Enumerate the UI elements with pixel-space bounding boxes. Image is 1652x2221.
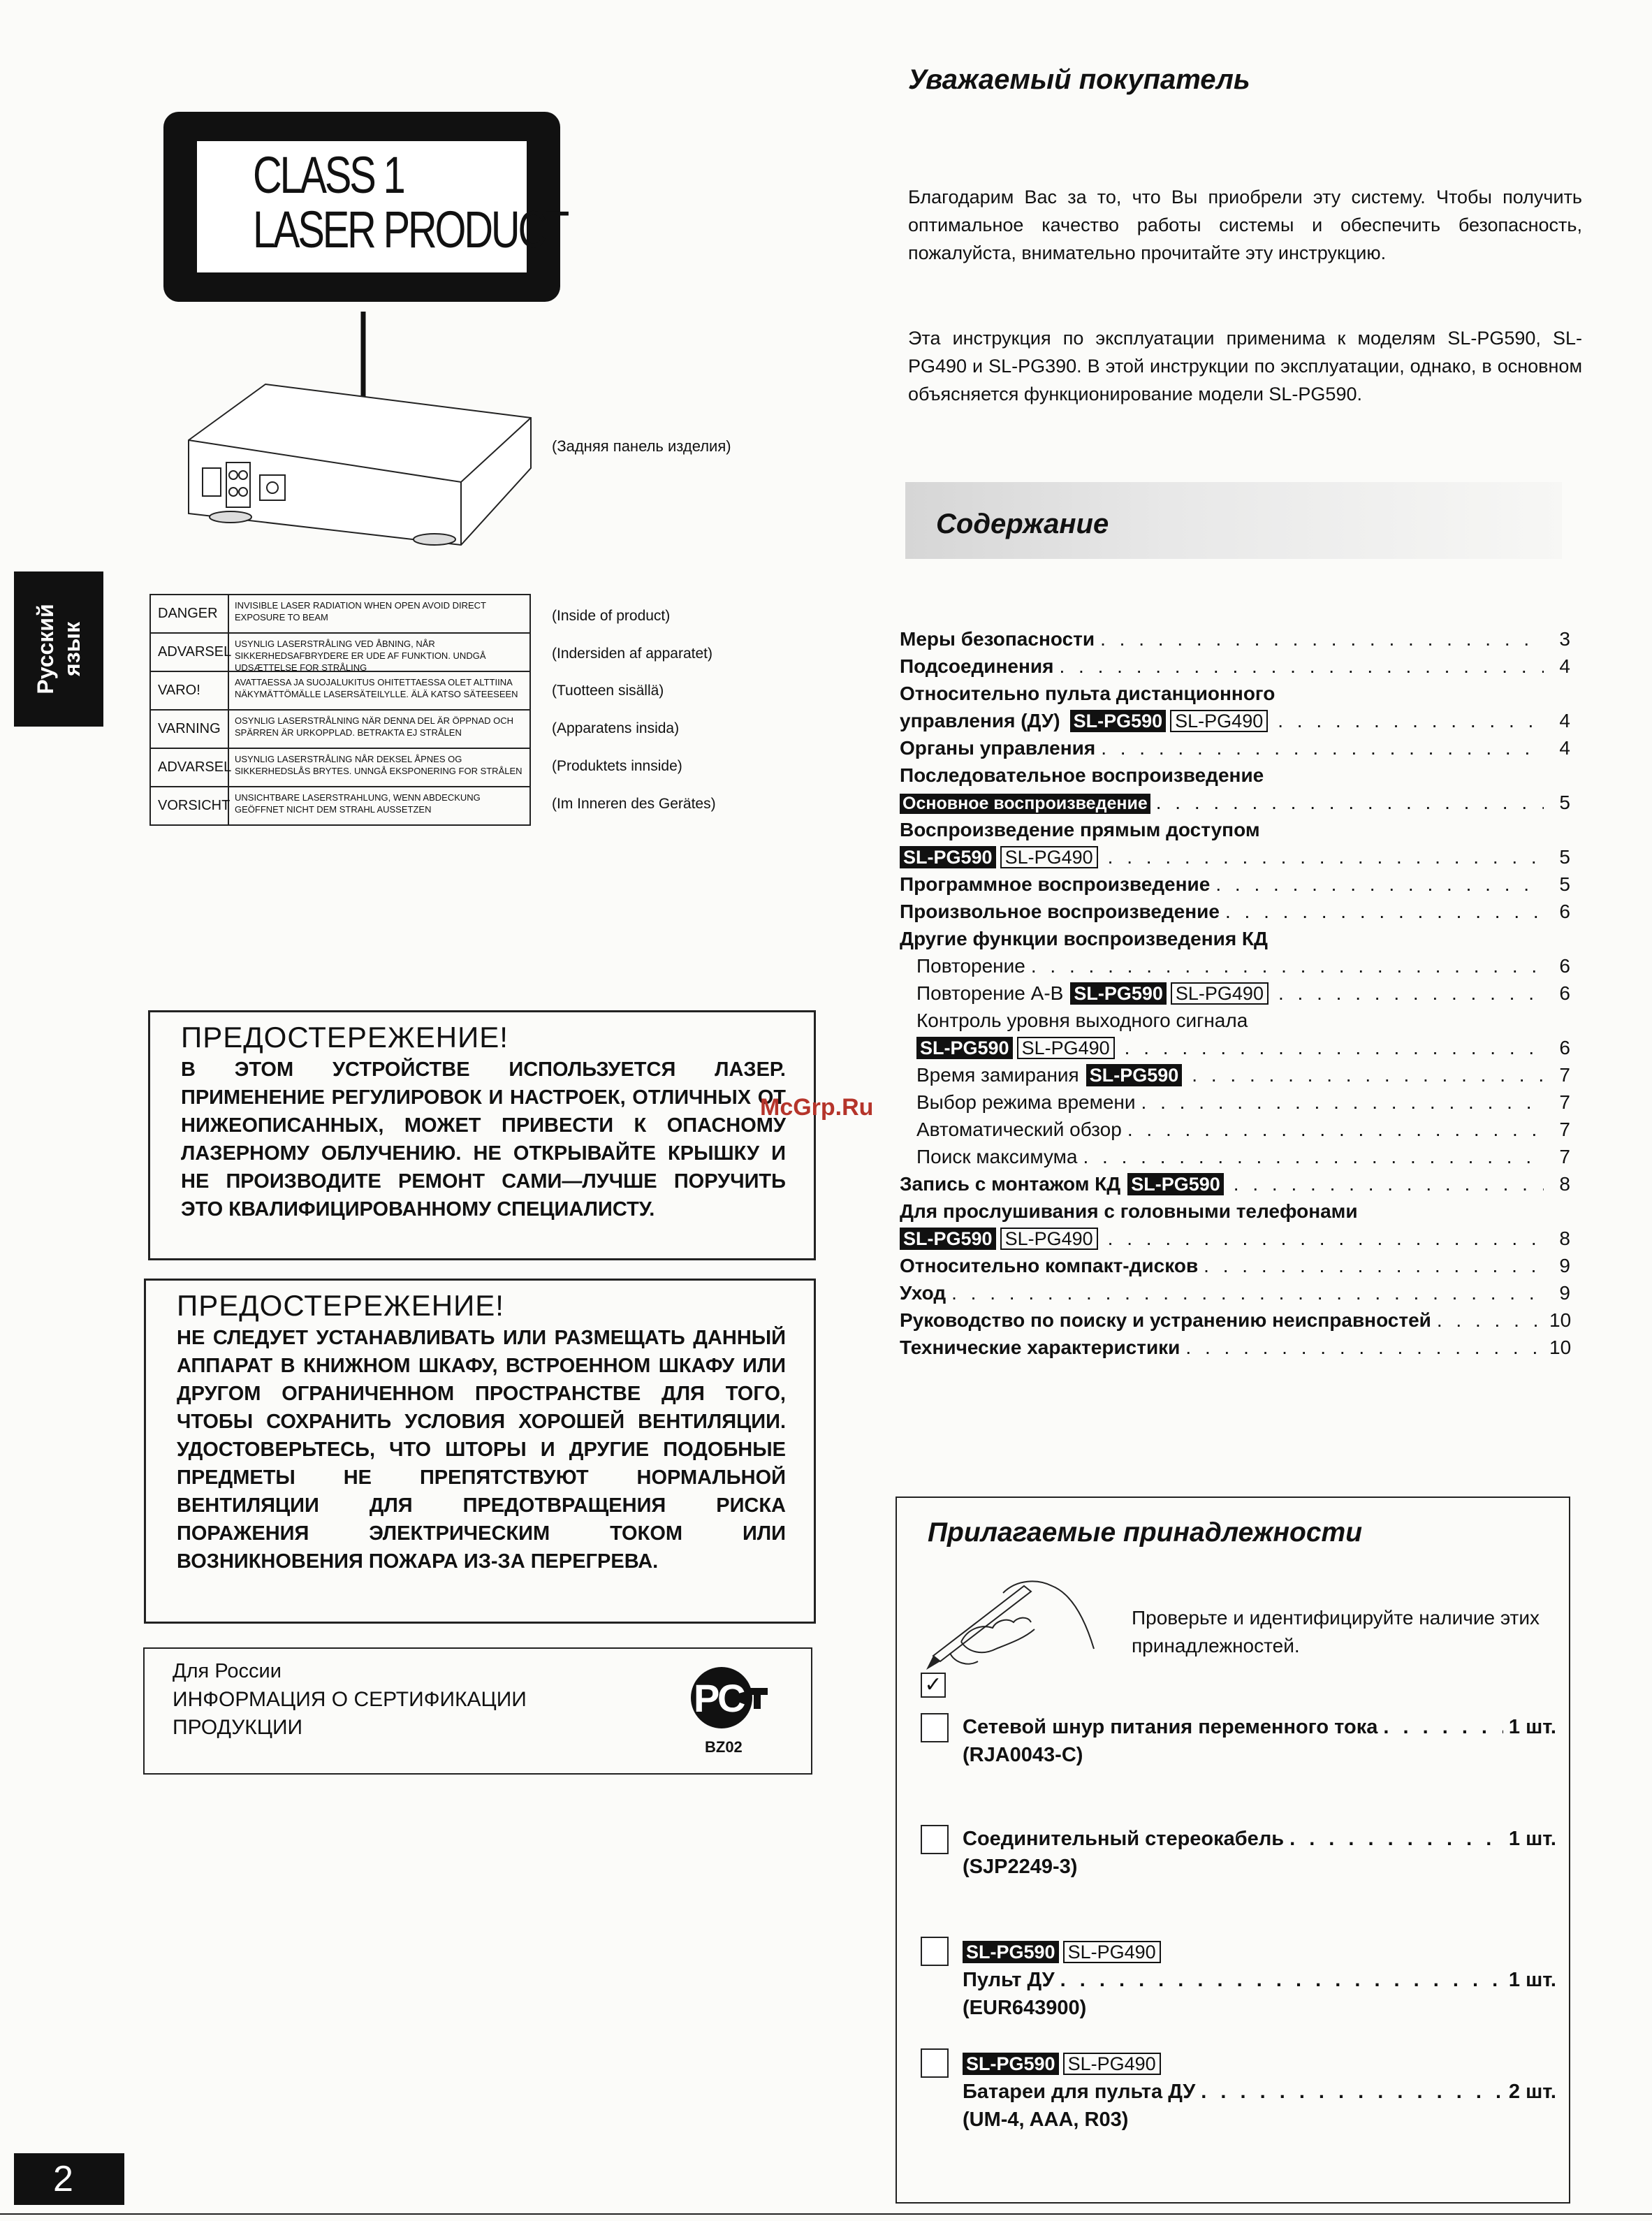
accessory-item [963, 1825, 1556, 1881]
cert-line1: Для России [173, 1660, 282, 1682]
toc-page: 6 [1559, 1037, 1570, 1058]
toc-leader [1100, 628, 1544, 650]
language-tab-line1: Русский [33, 604, 58, 694]
accessory-qty: 1 шт. [1508, 1828, 1556, 1850]
model-badge: SL-PG590 [1070, 710, 1167, 732]
caution-title: ПРЕДОСТЕРЕЖЕНИЕ! [181, 1021, 509, 1054]
accessory-item [963, 1713, 1556, 1769]
laser-warning-table [149, 594, 531, 826]
warning-row [151, 748, 529, 786]
accessory-name: Батареи для пульта ДУ [963, 2081, 1196, 2103]
caution-box-laser [148, 1010, 816, 1260]
toc-leader [1215, 873, 1544, 896]
toc-entry-text: Программное воспроизведение [900, 873, 1211, 895]
rear-panel-caption: (Задняя панель изделия) [552, 437, 731, 455]
toc-entry [916, 1059, 1570, 1086]
svg-text:P: P [694, 1676, 720, 1720]
toc-entry [900, 841, 1570, 868]
toc-page: 7 [1559, 1119, 1570, 1140]
toc-page: 4 [1559, 655, 1570, 677]
greeting-para2: Эта инструкция по эксплуатации применима к моделям SL-PG590, SL-PG490 и SL-PG390. В этой инструкции по эксплуатации, однако, в основном объясняется функционирование модели SL-PG590. [908, 328, 1582, 405]
toc-entry-text: Относительно компакт-дисков [900, 1255, 1199, 1276]
toc-entry [900, 1195, 1570, 1223]
toc-page: 4 [1559, 737, 1570, 759]
toc-entry-text: Меры безопасности [900, 628, 1095, 650]
toc-entry-text: Другие функции воспроизведения КД [900, 928, 1268, 949]
toc-entry-text: Повторение [916, 955, 1025, 977]
toc-entry-text: Для прослушивания с головными телефонами [900, 1200, 1358, 1222]
toc-leader [1059, 655, 1544, 678]
accessory-checkbox[interactable] [921, 1713, 949, 1742]
accessory-name: Сетевой шнур питания переменного тока [963, 1716, 1378, 1738]
model-badge: SL-PG490 [1170, 710, 1268, 732]
warning-code: ADVARSEL [151, 634, 229, 671]
toc-entry [900, 814, 1570, 841]
warning-text: AVATTAESSA JA SUOJALUKITUS OHITETTAESSA OLET ALTTIINA NÄKYMÄTTÖMÄLLE LASERSÄTEILYLLE. ÄLÄ KATSO SÄTEESEEN [235, 677, 518, 699]
caution-text: В ЭТОМ УСТРОЙСТВЕ ИСПОЛЬЗУЕТСЯ ЛАЗЕР. ПРИМЕНЕНИЕ РЕГУЛИРОВОК И НАСТРОЕК, ОТЛИЧНЫХ ОТ НИЖЕОПИСАННЫХ, МОЖЕТ ПРИВЕСТИ К ОПАСНОМУ ЛАЗЕРНОМУ ОБЛУЧЕНИЮ. НЕ ОТКРЫВАЙТЕ КРЫШКУ И НЕ ПРОИЗВОДИТЕ РЕМОНТ САМИ—ЛУЧШЕ ПОРУЧИТЬ ЭТО КВАЛИФИЦИРОВАННОМУ СПЕЦИАЛИСТУ. [181, 1058, 786, 1221]
toc-entry [900, 787, 1570, 814]
toc-page: 3 [1559, 628, 1570, 650]
model-badge: SL-PG590 [900, 846, 996, 868]
accessory-name: Соединительный стереокабель [963, 1828, 1285, 1850]
accessory-code: (RJA0043-C) [963, 1744, 1083, 1766]
toc-entry-text: Руководство по поиску и устранению неисправностей [900, 1309, 1431, 1331]
toc-leader [1031, 955, 1544, 977]
warning-caption: (Inside of product) [552, 608, 671, 624]
accessory-qty: 1 шт. [1508, 1716, 1556, 1738]
toc-leader [1437, 1309, 1544, 1332]
toc-entry-text: Органы управления [900, 737, 1096, 759]
toc-entry-text: управления (ДУ) [900, 710, 1060, 731]
toc-entry [900, 923, 1570, 950]
accessory-checkbox[interactable] [921, 1937, 949, 1966]
model-badge: SL-PG490 [1063, 2053, 1161, 2075]
model-badge: SL-PG590 [1127, 1173, 1224, 1195]
warning-code: VARO! [151, 672, 229, 709]
warning-caption: (Apparatens insida) [552, 720, 680, 736]
toc-page: 5 [1559, 873, 1570, 895]
toc-leader [1278, 710, 1544, 732]
toc-entry [900, 1223, 1570, 1250]
device-rear-illustration [182, 300, 545, 552]
warning-text: USYNLIG LASERSTRÅLING VED ÅBNING, NÅR SIKKERHEDSAFBRYDERE ER UDE AF FUNKTION. UNDGÅ UDSÆTTELSE FOR STRÅLING [235, 639, 486, 673]
toc-page: 7 [1559, 1146, 1570, 1167]
toc-leader [1278, 982, 1544, 1005]
toc-leader [1192, 1064, 1544, 1086]
toc-leader [951, 1282, 1544, 1304]
toc-page: 5 [1559, 846, 1570, 868]
toc-leader [1108, 846, 1544, 868]
toc-entry-text: Последовательное воспроизведение [900, 764, 1264, 786]
toc-leader [1083, 1146, 1544, 1168]
toc-entry [900, 896, 1570, 923]
accessory-checkbox[interactable] [921, 1825, 949, 1854]
accessory-item [963, 1938, 1556, 2022]
gost-certification-mark-icon [687, 1663, 777, 1733]
toc-entry [916, 1086, 1570, 1114]
bottom-rule [0, 2213, 1652, 2215]
warning-code: VORSICHT [151, 787, 229, 824]
toc-entry [916, 1141, 1570, 1168]
toc-entry [900, 732, 1570, 759]
checkmark-icon: ✓ [921, 1673, 946, 1698]
toc-page: 5 [1559, 792, 1570, 813]
caution-box-ventilation [144, 1279, 816, 1624]
toc-entry-text: Подсоединения [900, 655, 1054, 677]
toc-page: 9 [1559, 1255, 1570, 1276]
toc-entry [900, 678, 1570, 705]
accessory-qty: 1 шт. [1508, 1969, 1556, 1991]
toc-page: 7 [1559, 1064, 1570, 1086]
toc-leader [1234, 1173, 1544, 1195]
toc-entry-text: Повторение A-B [916, 982, 1064, 1004]
cert-mark-code: BZ02 [705, 1738, 743, 1756]
model-badge: SL-PG590 [916, 1037, 1013, 1059]
toc-entry [900, 1250, 1570, 1277]
warning-text: UNSICHTBARE LASERSTRAHLUNG, WENN ABDECKUNG GEÖFFNET NICHT DEM STRAHL AUSSETZEN [235, 792, 481, 815]
watermark: McGrp.Ru [760, 1094, 874, 1121]
toc-page: 6 [1559, 901, 1570, 922]
warning-row [151, 709, 529, 748]
model-badge: SL-PG490 [1000, 1228, 1098, 1250]
warning-caption: (Tuotteen sisällä) [552, 683, 664, 699]
laser-class-label [163, 112, 568, 302]
toc-entry-text: Запись с монтажом КД [900, 1173, 1121, 1195]
model-badge: SL-PG490 [1000, 846, 1098, 868]
toc-entry-text: Время замирания [916, 1064, 1079, 1086]
toc-entry [916, 950, 1570, 977]
laser-label-line1: CLASS 1 [253, 146, 404, 204]
model-badge: SL-PG590 [963, 2053, 1059, 2075]
toc-leader [1185, 1337, 1544, 1359]
toc-entry [900, 868, 1570, 896]
toc-leader [1141, 1091, 1544, 1114]
toc-entry-text: Основное воспроизведение [900, 794, 1150, 814]
toc-entry-text: Уход [900, 1282, 946, 1304]
toc-entry-text: Воспроизведение прямым доступом [900, 819, 1260, 840]
toc-entry-text: Относительно пульта дистанционного [900, 683, 1275, 704]
toc-entry [916, 1114, 1570, 1141]
toc-entry-text: Поиск максимума [916, 1146, 1078, 1167]
caution-title: ПРЕДОСТЕРЕЖЕНИЕ! [177, 1289, 504, 1322]
model-badge: SL-PG490 [1063, 1941, 1161, 1963]
toc-page: 4 [1559, 710, 1570, 731]
accessory-leader [1201, 2078, 1503, 2106]
toc-leader [1156, 792, 1544, 814]
warning-text: USYNLIG LASERSTRÅLING NÅR DEKSEL ÅPNES OG SIKKERHEDSLÅS BRYTES. UNNGÅ EKSPONERING FOR STRÅLEN [235, 754, 522, 776]
greeting-para1: Благодарим Вас за то, что Вы приобрели эту систему. Чтобы получить оптимальное качество работы системы и обеспечить безопасность, пожалуйста, внимательно прочитайте эту инструкцию. [908, 187, 1582, 263]
toc-page: 6 [1559, 982, 1570, 1004]
warning-caption: (Produktets innside) [552, 758, 682, 774]
toc-leader [1101, 737, 1544, 759]
model-badge: SL-PG590 [1086, 1064, 1183, 1086]
accessory-code: (EUR643900) [963, 1997, 1087, 2019]
toc-entry [900, 1168, 1570, 1195]
accessory-leader [1289, 1825, 1503, 1853]
laser-label-line2: LASER PRODUCT [253, 201, 568, 258]
model-badge: SL-PG590 [1070, 982, 1167, 1005]
accessory-code: (SJP2249-3) [963, 1856, 1078, 1878]
toc-entry [900, 650, 1570, 678]
warning-code: DANGER [151, 595, 229, 632]
toc-page: 6 [1559, 955, 1570, 977]
warning-row [151, 595, 529, 632]
toc-page: 10 [1549, 1309, 1572, 1331]
toc-leader [1127, 1119, 1544, 1141]
warning-caption: (Im Inneren des Gerätes) [552, 796, 716, 812]
cert-line3: ПРОДУКЦИИ [173, 1716, 303, 1739]
accessory-qty: 2 шт. [1508, 2081, 1556, 2103]
caution-text: НЕ СЛЕДУЕТ УСТАНАВЛИВАТЬ ИЛИ РАЗМЕЩАТЬ ДАННЫЙ АППАРАТ В КНИЖНОМ ШКАФУ, ВСТРОЕННОМ ШКАФУ ИЛИ ДРУГОМ ОГРАНИЧЕННОМ ПРОСТРАНСТВЕ ДЛЯ ТОГО, ЧТОБЫ СОХРАНИТЬ УСЛОВИЯ ХОРОШЕЙ ВЕНТИЛЯЦИИ. УДОСТОВЕРЬТЕСЬ, ЧТО ШТОРЫ И ДРУГИЕ ПОДОБНЫЕ ПРЕДМЕТЫ НЕ ПРЕПЯТСТВУЮТ НОРМАЛЬНОЙ ВЕНТИЛЯЦИИ ДЛЯ ПРЕДОТВРАЩЕНИЯ РИСКА ПОРАЖЕНИЯ ЭЛЕКТРИЧЕСКИМ ТОКОМ ИЛИ ВОЗНИКНОВЕНИЯ ПОЖАРА ИЗ-ЗА ПЕРЕГРЕВА. [177, 1327, 786, 1573]
toc-leader [1125, 1037, 1544, 1059]
model-badge: SL-PG490 [1017, 1037, 1115, 1059]
toc-page: 8 [1559, 1228, 1570, 1249]
language-tab-line2: язык [59, 622, 85, 676]
warning-code: VARNING [151, 711, 229, 748]
toc-entry [916, 1032, 1570, 1059]
hand-pen-illustration-icon [919, 1565, 1101, 1691]
toc-entry [916, 977, 1570, 1005]
accessory-code: (UM-4, AAA, R03) [963, 2109, 1129, 2131]
toc-entry [900, 1332, 1570, 1359]
svg-text:C: C [717, 1676, 746, 1720]
toc-entry [900, 623, 1570, 650]
accessory-leader [1060, 1966, 1503, 1994]
accessory-checkbox[interactable] [921, 2048, 949, 2078]
accessories-instruction: Проверьте и идентифицируйте наличие этих принадлежностей. [1132, 1607, 1540, 1656]
model-badge: SL-PG590 [963, 1941, 1059, 1963]
toc-leader [1225, 901, 1544, 923]
warning-text: OSYNLIG LASERSTRÅLNING NÄR DENNA DEL ÄR ÖPPNAD OCH SPÄRREN ÄR URKOPPLAD. BETRAKTA EJ STRÅLEN [235, 715, 514, 738]
toc-title: Содержание [936, 509, 1109, 539]
toc-entry-text: Контроль уровня выходного сигнала [916, 1010, 1248, 1031]
greeting-title: Уважаемый покупатель [908, 64, 1250, 95]
toc-entry [900, 1277, 1570, 1304]
toc-entry [900, 1304, 1570, 1332]
warning-code: ADVARSEL [151, 749, 229, 786]
toc-entry [916, 1005, 1570, 1032]
accessory-item [963, 2050, 1556, 2134]
toc-page: 10 [1549, 1337, 1572, 1358]
cert-line2: ИНФОРМАЦИЯ О СЕРТИФИКАЦИИ [173, 1688, 527, 1711]
warning-row [151, 786, 529, 824]
model-badge: SL-PG490 [1171, 982, 1269, 1005]
language-tab [14, 571, 103, 727]
certification-box [143, 1647, 812, 1775]
toc-leader [1204, 1255, 1544, 1277]
toc-entry [900, 759, 1570, 787]
warning-row [151, 632, 529, 671]
toc-page: 9 [1559, 1282, 1570, 1304]
accessories-title: Прилагаемые принадлежности [928, 1517, 1363, 1548]
accessory-name: Пульт ДУ [963, 1969, 1055, 1991]
accessory-leader [1383, 1713, 1503, 1741]
toc-leader [1108, 1228, 1544, 1250]
warning-row [151, 671, 529, 709]
toc-page: 8 [1559, 1173, 1570, 1195]
warning-text: INVISIBLE LASER RADIATION WHEN OPEN AVOID DIRECT EXPOSURE TO BEAM [235, 600, 486, 622]
toc-entry-text: Выбор режима времени [916, 1091, 1136, 1113]
toc-entry-text: Технические характеристики [900, 1337, 1180, 1358]
model-badge: SL-PG590 [900, 1228, 996, 1250]
page-number: 2 [14, 2153, 124, 2205]
toc-entry [900, 705, 1570, 732]
warning-caption: (Indersiden af apparatet) [552, 646, 712, 662]
toc-entry-text: Произвольное воспроизведение [900, 901, 1220, 922]
toc-page: 7 [1559, 1091, 1570, 1113]
toc-entry-text: Автоматический обзор [916, 1119, 1122, 1140]
